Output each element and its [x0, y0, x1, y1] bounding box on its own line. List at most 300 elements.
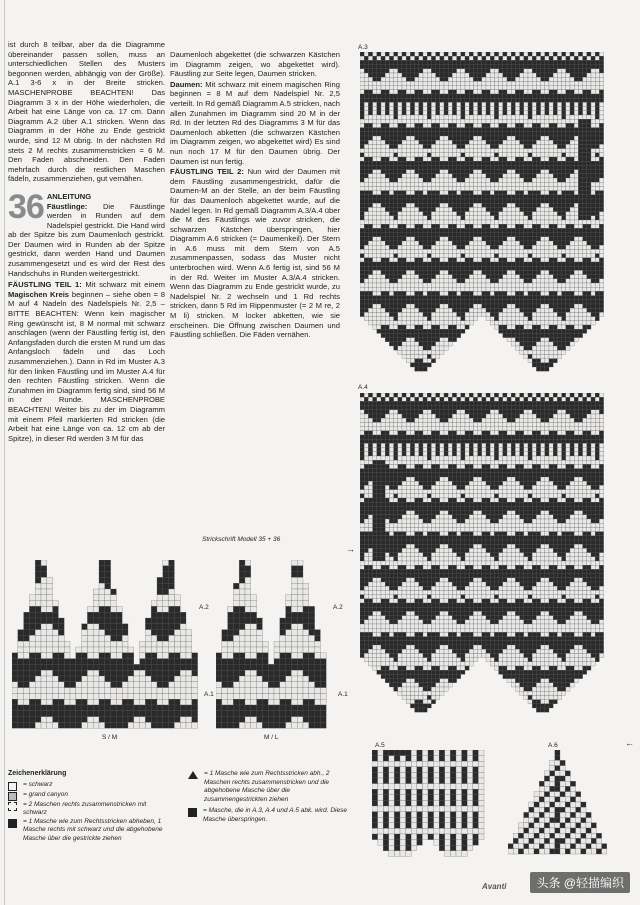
chart-a4-cell	[415, 439, 419, 443]
chart-a3-cell	[541, 291, 545, 295]
chart-a4-cell	[448, 452, 452, 456]
chart-a3-cell	[482, 186, 486, 190]
chart-a3-cell	[385, 287, 389, 291]
text-column-2	[170, 50, 340, 341]
chart-a3-cell	[427, 350, 431, 354]
chart-a3-cell	[482, 233, 486, 237]
chart-a3-cell	[499, 212, 503, 216]
chart-a3-cell	[570, 300, 574, 304]
chart-a3-cell	[494, 77, 498, 81]
chart-a4-cell	[482, 393, 486, 397]
chart-a4-cell	[381, 422, 385, 426]
chart-a4-cell	[389, 427, 393, 431]
chart-a3-cell	[499, 136, 503, 140]
chart-a3-cell	[373, 102, 377, 106]
chart-a3-cell	[465, 266, 469, 270]
chart-a3-cell	[415, 338, 419, 342]
chart-a3-cell	[557, 195, 561, 199]
chart-a4-cell	[532, 431, 536, 435]
chart-a4-cell	[406, 427, 410, 431]
chart-a3-cell	[574, 203, 578, 207]
chart-a3-cell	[385, 157, 389, 161]
chart-a3-cell	[566, 52, 570, 56]
chart-a3-cell	[587, 325, 591, 329]
chart-a4-cell	[566, 427, 570, 431]
chart-a4-cell	[431, 414, 435, 418]
chart-a4-cell	[482, 443, 486, 447]
chart-a3-cell	[406, 317, 410, 321]
chart-a3-cell	[419, 111, 423, 115]
chart-a3-cell	[448, 161, 452, 165]
chart-a3-cell	[524, 228, 528, 232]
chart-a3-cell	[444, 300, 448, 304]
chart-a3-cell	[591, 123, 595, 127]
chart-a3-cell	[482, 153, 486, 157]
chart-a3-cell	[394, 81, 398, 85]
chart-a4-cell	[599, 431, 603, 435]
chart-a3-cell	[599, 291, 603, 295]
chart-a3-cell	[566, 270, 570, 274]
chart-a3-cell	[515, 60, 519, 64]
chart-a4-cell	[444, 439, 448, 443]
chart-a3-cell	[473, 178, 477, 182]
chart-a3-cell	[469, 73, 473, 77]
chart-a3-cell	[385, 270, 389, 274]
chart-a3-cell	[503, 287, 507, 291]
chart-a3-cell	[423, 300, 427, 304]
chart-a3-cell	[511, 73, 515, 77]
chart-a3-cell	[419, 65, 423, 69]
chart-a3-cell	[419, 157, 423, 161]
chart-a3-cell	[595, 178, 599, 182]
chart-a3-cell	[507, 199, 511, 203]
chart-a3-cell	[486, 123, 490, 127]
chart-a3-cell	[507, 186, 511, 190]
chart-a3-cell	[583, 228, 587, 232]
chart-a3-cell	[469, 149, 473, 153]
chart-a4-cell	[549, 427, 553, 431]
chart-a4-cell	[557, 393, 561, 397]
chart-a3-cell	[557, 161, 561, 165]
chart-a3-cell	[469, 237, 473, 241]
chart-a3-cell	[373, 115, 377, 119]
chart-a3-cell	[431, 304, 435, 308]
chart-a3-cell	[398, 262, 402, 266]
chart-a3-cell	[545, 350, 549, 354]
chart-a3-cell	[503, 291, 507, 295]
chart-a3-cell	[444, 170, 448, 174]
chart-a3-cell	[557, 140, 561, 144]
chart-a3-cell	[499, 69, 503, 73]
chart-a4-cell	[381, 418, 385, 422]
chart-a3-cell	[570, 86, 574, 90]
chart-a3-cell	[448, 102, 452, 106]
chart-a3-cell	[494, 115, 498, 119]
chart-a4-cell	[360, 456, 364, 460]
chart-a3-cell	[486, 279, 490, 283]
chart-a3-cell	[377, 144, 381, 148]
chart-a3-cell	[515, 266, 519, 270]
chart-a3-cell	[528, 65, 532, 69]
chart-a3-cell	[583, 115, 587, 119]
chart-a3-cell	[436, 270, 440, 274]
chart-a3-cell	[520, 321, 524, 325]
chart-a3-cell	[377, 128, 381, 132]
chart-a3-cell	[478, 161, 482, 165]
chart-a3-cell	[486, 111, 490, 115]
chart-a4-cell	[545, 431, 549, 435]
chart-a3-cell	[465, 283, 469, 287]
chart-a3-cell	[541, 182, 545, 186]
chart-a3-cell	[549, 296, 553, 300]
chart-a3-cell	[570, 329, 574, 333]
chart-a3-cell	[578, 174, 582, 178]
chart-a3-cell	[444, 195, 448, 199]
chart-a3-cell	[591, 207, 595, 211]
chart-a3-cell	[520, 60, 524, 64]
chart-a3-cell	[503, 69, 507, 73]
chart-a3-cell	[410, 333, 414, 337]
chart-a3-cell	[415, 317, 419, 321]
chart-a3-cell	[448, 270, 452, 274]
chart-a3-cell	[364, 228, 368, 232]
chart-a3-cell	[415, 212, 419, 216]
label-a1-left: A.1	[204, 691, 214, 698]
chart-a3-cell	[591, 275, 595, 279]
chart-a3-cell	[389, 199, 393, 203]
chart-a3-cell	[532, 165, 536, 169]
chart-a4-cell	[406, 406, 410, 410]
chart-a3-cell	[415, 270, 419, 274]
chart-a4-cell	[389, 456, 393, 460]
chart-a3-cell	[566, 170, 570, 174]
chart-a3-cell	[398, 140, 402, 144]
chart-a3-cell	[431, 115, 435, 119]
chart-a3-cell	[427, 325, 431, 329]
chart-a3-cell	[423, 287, 427, 291]
chart-a3-cell	[457, 144, 461, 148]
chart-a3-cell	[486, 174, 490, 178]
chart-a3-cell	[574, 69, 578, 73]
chart-a3-cell	[524, 123, 528, 127]
chart-a3-cell	[368, 123, 372, 127]
chart-a3-cell	[524, 65, 528, 69]
chart-a3-cell	[482, 245, 486, 249]
chart-a3-cell	[566, 149, 570, 153]
chart-a3-cell	[520, 258, 524, 262]
chart-a3-cell	[410, 258, 414, 262]
chart-a3-cell	[541, 52, 545, 56]
chart-a3-cell	[578, 233, 582, 237]
chart-a3-cell	[486, 199, 490, 203]
chart-a4-cell	[515, 410, 519, 414]
chart-a3-cell	[410, 254, 414, 258]
chart-a4-cell	[503, 406, 507, 410]
chart-a3-cell	[394, 90, 398, 94]
chart-a3-cell	[595, 153, 599, 157]
chart-a3-cell	[566, 65, 570, 69]
chart-a3-cell	[524, 262, 528, 266]
chart-a3-cell	[360, 233, 364, 237]
chart-a3-cell	[461, 153, 465, 157]
chart-a3-cell	[562, 321, 566, 325]
chart-a3-cell	[490, 170, 494, 174]
chart-a3-cell	[423, 329, 427, 333]
chart-a3-cell	[377, 119, 381, 123]
chart-a4-cell	[465, 435, 469, 439]
chart-a3-cell	[520, 149, 524, 153]
chart-a4-cell	[524, 393, 528, 397]
chart-a3-cell	[440, 342, 444, 346]
chart-a3-cell	[591, 86, 595, 90]
chart-a3-cell	[398, 249, 402, 253]
chart-a3-cell	[541, 60, 545, 64]
chart-a4-cell	[381, 456, 385, 460]
chart-a4-cell	[461, 448, 465, 452]
chart-a3-cell	[536, 90, 540, 94]
chart-a3-cell	[381, 258, 385, 262]
chart-a3-cell	[385, 266, 389, 270]
chart-a3-cell	[436, 94, 440, 98]
chart-a3-cell	[452, 182, 456, 186]
chart-a4-cell	[402, 393, 406, 397]
chart-a3-cell	[448, 182, 452, 186]
chart-a3-cell	[541, 136, 545, 140]
chart-a3-cell	[394, 262, 398, 266]
chart-a3-cell	[385, 207, 389, 211]
chart-a4-cell	[469, 406, 473, 410]
label-a2-right: A.2	[333, 604, 343, 611]
chart-a3-cell	[398, 52, 402, 56]
chart-a3-cell	[532, 363, 536, 367]
chart-a3-cell	[448, 132, 452, 136]
chart-a3-cell	[583, 157, 587, 161]
chart-a4-cell	[448, 418, 452, 422]
chart-a3-cell	[431, 241, 435, 245]
chart-a3-cell	[461, 191, 465, 195]
chart-a4-cell	[549, 414, 553, 418]
chart-a3-cell	[436, 262, 440, 266]
chart-a3-cell	[499, 90, 503, 94]
chart-a3-cell	[486, 98, 490, 102]
chart-a4-cell	[469, 414, 473, 418]
chart-a3-cell	[377, 199, 381, 203]
chart-a4-cell	[486, 410, 490, 414]
chart-a3-cell	[427, 312, 431, 316]
chart-a3-cell	[478, 153, 482, 157]
chart-a3-cell	[478, 249, 482, 253]
chart-a3-cell	[452, 98, 456, 102]
chart-a3-cell	[423, 308, 427, 312]
chart-a3-cell	[583, 102, 587, 106]
chart-a3-cell	[591, 258, 595, 262]
chart-a3-cell	[368, 254, 372, 258]
chart-a3-cell	[385, 228, 389, 232]
chart-a3-cell	[578, 195, 582, 199]
chart-a3-cell	[415, 333, 419, 337]
chart-a3-cell	[436, 329, 440, 333]
chart-a4-cell	[507, 452, 511, 456]
chart-a3-cell	[368, 199, 372, 203]
chart-a3-cell	[490, 136, 494, 140]
chart-a4-cell	[398, 422, 402, 426]
chart-a3-cell	[587, 102, 591, 106]
chart-a3-cell	[427, 296, 431, 300]
chart-a3-cell	[532, 65, 536, 69]
chart-a3-cell	[520, 199, 524, 203]
chart-a3-cell	[528, 212, 532, 216]
chart-a3-cell	[436, 291, 440, 295]
chart-a3-cell	[440, 144, 444, 148]
chart-a3-cell	[406, 107, 410, 111]
chart-a3-cell	[490, 174, 494, 178]
chart-a3-cell	[595, 111, 599, 115]
chart-a3-cell	[566, 249, 570, 253]
chart-a3-cell	[553, 300, 557, 304]
chart-a3-cell	[503, 98, 507, 102]
chart-a3-cell	[595, 312, 599, 316]
chart-a3-cell	[595, 195, 599, 199]
chart-a3-cell	[461, 262, 465, 266]
chart-a3-cell	[536, 291, 540, 295]
chart-a3-cell	[360, 157, 364, 161]
chart-a3-cell	[364, 178, 368, 182]
chart-a4-cell	[452, 406, 456, 410]
chart-a3-cell	[423, 249, 427, 253]
chart-a3-cell	[427, 321, 431, 325]
chart-a4-cell	[494, 448, 498, 452]
chart-a3-cell	[377, 123, 381, 127]
chart-a3-cell	[574, 65, 578, 69]
chart-a4-cell	[591, 397, 595, 401]
chart-a4-cell	[419, 431, 423, 435]
chart-a3-cell	[507, 191, 511, 195]
chart-a3-cell	[499, 102, 503, 106]
chart-a3-cell	[503, 165, 507, 169]
chart-a3-cell	[494, 102, 498, 106]
chart-a3-cell	[557, 346, 561, 350]
chart-a3-cell	[524, 140, 528, 144]
chart-a3-cell	[599, 228, 603, 232]
chart-a3-cell	[398, 73, 402, 77]
chart-a3-cell	[436, 237, 440, 241]
chart-a3-cell	[520, 136, 524, 140]
chart-a3-cell	[503, 119, 507, 123]
chart-a3-cell	[566, 241, 570, 245]
chart-a3-cell	[490, 182, 494, 186]
chart-a3-cell	[406, 300, 410, 304]
chart-a4-cell	[557, 427, 561, 431]
chart-a3-cell	[465, 107, 469, 111]
chart-a3-cell	[511, 157, 515, 161]
chart-a3-cell	[557, 144, 561, 148]
chart-a3-cell	[444, 258, 448, 262]
chart-a3-cell	[440, 157, 444, 161]
chart-a3-cell	[574, 216, 578, 220]
chart-a3-cell	[478, 245, 482, 249]
chart-a4-cell	[536, 397, 540, 401]
chart-a4-cell	[566, 431, 570, 435]
chart-a4-cell	[511, 435, 515, 439]
chart-a3-cell	[511, 300, 515, 304]
chart-a4-cell	[562, 431, 566, 435]
chart-a3-cell	[494, 296, 498, 300]
chart-a3-cell	[410, 346, 414, 350]
chart-a3-cell	[486, 312, 490, 316]
chart-a3-cell	[549, 56, 553, 60]
chart-a3-cell	[553, 65, 557, 69]
chart-a3-cell	[444, 182, 448, 186]
chart-a3-cell	[528, 132, 532, 136]
chart-a3-cell	[574, 237, 578, 241]
chart-a4-cell	[557, 439, 561, 443]
chart-a4-cell	[385, 422, 389, 426]
chart-a3-cell	[528, 98, 532, 102]
chart-a3-cell	[377, 216, 381, 220]
chart-a3-cell	[562, 258, 566, 262]
chart-a3-cell	[570, 144, 574, 148]
chart-a3-cell	[574, 228, 578, 232]
chart-a3-cell	[465, 325, 469, 329]
chart-a3-cell	[511, 233, 515, 237]
chart-a3-cell	[469, 128, 473, 132]
chart-a3-cell	[595, 224, 599, 228]
chart-a4-cell	[385, 393, 389, 397]
chart-a4-cell	[473, 427, 477, 431]
chart-a3-cell	[423, 325, 427, 329]
chart-a3-cell	[503, 123, 507, 127]
chart-a3-cell	[373, 199, 377, 203]
chart-a4-cell	[415, 448, 419, 452]
chart-a4-cell	[507, 427, 511, 431]
chart-a3-cell	[469, 174, 473, 178]
chart-a3-cell	[503, 174, 507, 178]
chart-a3-cell	[389, 321, 393, 325]
chart-a4-cell	[595, 435, 599, 439]
chart-a4-cell	[431, 401, 435, 405]
chart-a3-cell	[473, 165, 477, 169]
chart-a4-cell	[394, 406, 398, 410]
chart-a3-cell	[381, 144, 385, 148]
chart-a3-cell	[381, 216, 385, 220]
chart-a3-cell	[478, 291, 482, 295]
chart-a4-cell	[499, 414, 503, 418]
chart-a3-cell	[377, 86, 381, 90]
chart-a3-cell	[360, 65, 364, 69]
chart-a3-cell	[503, 77, 507, 81]
chart-a3-cell	[423, 203, 427, 207]
chart-a3-cell	[444, 203, 448, 207]
chart-a4-cell	[373, 443, 377, 447]
chart-a3-cell	[545, 132, 549, 136]
chart-a3-cell	[419, 233, 423, 237]
chart-a3-cell	[398, 115, 402, 119]
chart-a4-cell	[599, 452, 603, 456]
chart-a3-cell	[490, 157, 494, 161]
chart-a3-cell	[541, 346, 545, 350]
chart-a3-cell	[591, 149, 595, 153]
chart-a3-cell	[549, 275, 553, 279]
chart-a4-cell	[566, 406, 570, 410]
chart-a3-cell	[587, 149, 591, 153]
chart-a3-cell	[494, 73, 498, 77]
chart-a3-cell	[574, 132, 578, 136]
chart-a3-cell	[578, 304, 582, 308]
chart-a3-cell	[444, 157, 448, 161]
chart-a3-cell	[587, 203, 591, 207]
chart-a3-cell	[473, 77, 477, 81]
chart-a3-cell	[570, 182, 574, 186]
